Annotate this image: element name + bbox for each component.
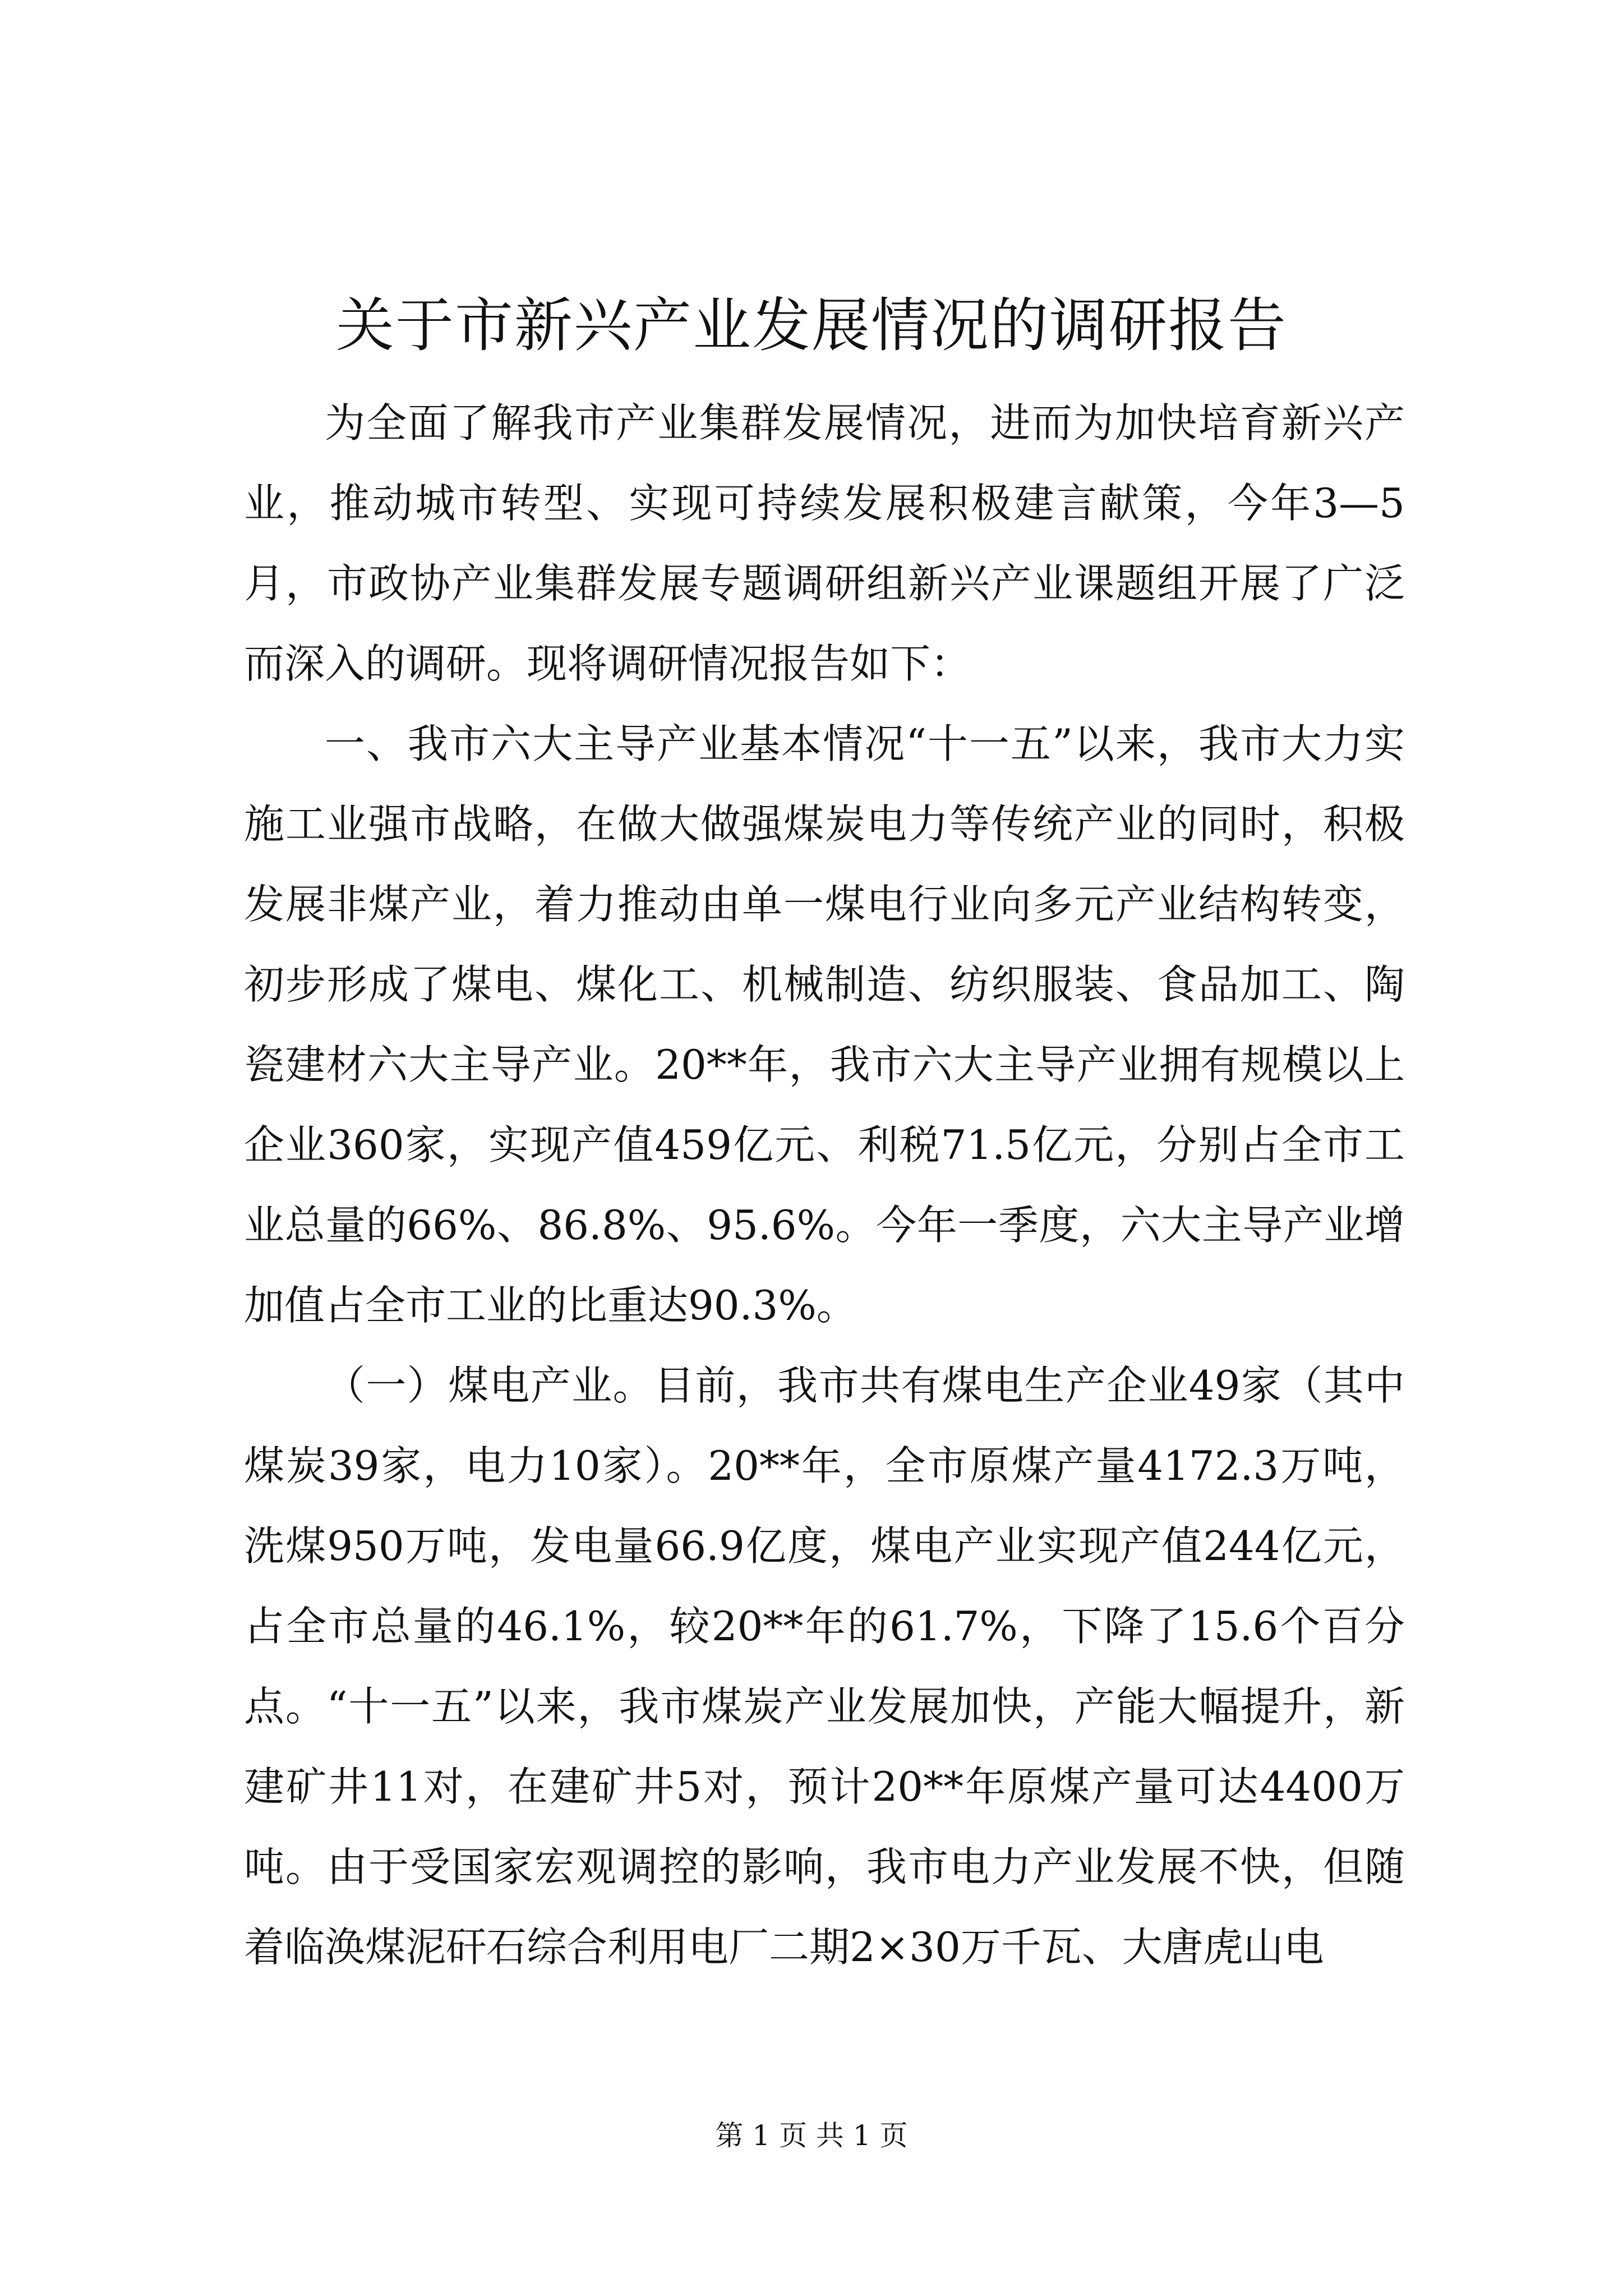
document-body [244,383,1405,1987]
page-number-label: 第 1 页 共 1 页 [715,2119,908,2152]
paragraph-coal-power: （一）煤电产业。目前，我市共有煤电生产企业49家（其中煤炭39家，电力10家）。20**年，全市原煤产量4172.3万吨，洗煤950万吨，发电量66.9亿度，煤电产业实现产值244亿元，占全市总量的46.1%，较20**年的61.7%，下降了15.6个百分点。“十一五”以来，我市煤炭产业发展加快，产能大幅提升，新建矿井11对，在建矿井5对，预计20**年原煤产量可达4400万吨。由于受国家宏观调控的影响，我市电力产业发展不快，但随着临涣煤泥矸石综合利用电厂二期2×30万千瓦、大唐虎山电 [244,1362,1405,1971]
paragraph-section-one: 一、我市六大主导产业基本情况“十一五”以来，我市大力实施工业强市战略，在做大做强煤炭电力等传统产业的同时，积极发展非煤产业，着力推动由单一煤电行业向多元产业结构转变，初步形成了煤电、煤化工、机械制造、纺织服装、食品加工、陶瓷建材六大主导产业。20**年，我市六大主导产业拥有规模以上企业360家，实现产值459亿元、利税71.5亿元，分别占全市工业总量的66%、86.8%、95.6%。今年一季度，六大主导产业增加值占全市工业的比重达90.3%。 [244,720,1405,1329]
paragraph-intro: 为全面了解我市产业集群发展情况，进而为加快培育新兴产业，推动城市转型、实现可持续发展积极建言献策，今年3—5月，市政协产业集群发展专题调研组新兴产业课题组开展了广泛而深入的调研。现将调研情况报告如下： [244,399,1405,687]
document-title: 关于市新兴产业发展情况的调研报告 [335,291,1287,360]
page-footer [0,2116,1623,2155]
